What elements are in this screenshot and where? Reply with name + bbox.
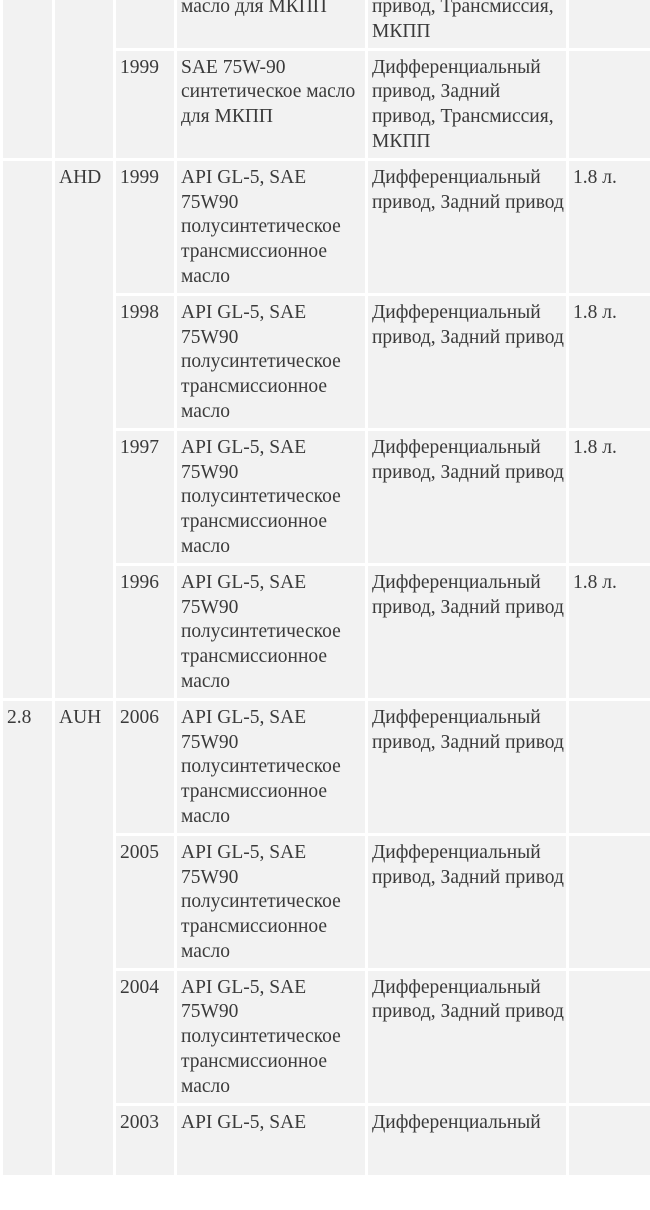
year-cell: 1999 [116,51,174,158]
year-cell: 1997 [116,431,174,563]
oil-cell: API GL-5, SAE 75W90 полусинтетическое трансмиссионное масло [177,566,365,698]
application-cell: Дифференциальный привод, Задний привод [368,971,566,1103]
capacity-cell: 1.8 л. [569,296,650,428]
application-cell: Дифференциальный привод, Задний привод [368,836,566,968]
engine-code-cell: AUH [55,701,113,1176]
capacity-cell: 1.8 л. [569,161,650,293]
application-cell: Дифференциальный привод, Задний привод [368,431,566,563]
engine-volume-cell [3,0,52,158]
capacity-cell: 1.8 л. [569,566,650,698]
engine-code-cell: AHD [55,161,113,698]
year-cell: 2003 [116,1106,174,1176]
capacity-cell [569,51,650,158]
year-cell: 2005 [116,836,174,968]
capacity-cell [569,1106,650,1176]
application-cell: Дифференциальный привод, Задний привод [368,161,566,293]
capacity-cell [569,836,650,968]
table-row [3,701,650,833]
table-row [3,161,650,293]
year-cell: 2004 [116,971,174,1103]
engine-volume-cell [3,161,52,698]
oil-cell: API GL-5, SAE 75W90 полусинтетическое трансмиссионное масло [177,836,365,968]
year-cell: 1999 [116,161,174,293]
application-cell: Дифференциальный привод, Задний привод [368,701,566,833]
application-cell: Дифференциальный привод, Задний привод [368,566,566,698]
oil-cell: API GL-5, SAE 75W90 полусинтетическое трансмиссионное масло [177,431,365,563]
oil-cell: API GL-5, SAE 75W90 полусинтетическое трансмиссионное масло [177,161,365,293]
table-row [3,0,650,48]
year-cell: 1998 [116,296,174,428]
application-cell: Дифференциальный привод, Задний привод [368,296,566,428]
application-cell: привод, Трансмиссия, МКПП [368,0,566,48]
capacity-cell [569,971,650,1103]
year-cell: 2006 [116,701,174,833]
application-cell: Дифференциальный [368,1106,566,1176]
engine-volume-cell: 2.8 [3,701,52,1176]
capacity-cell [569,0,650,48]
capacity-cell: 1.8 л. [569,431,650,563]
capacity-cell [569,701,650,833]
engine-code-cell [55,0,113,158]
oil-cell: API GL-5, SAE 75W90 полусинтетическое трансмиссионное масло [177,701,365,833]
oil-cell: SAE 75W-90 синтетическое масло для МКПП [177,51,365,158]
oil-cell: API GL-5, SAE 75W90 полусинтетическое трансмиссионное масло [177,971,365,1103]
year-cell [116,0,174,48]
application-cell: Дифференциальный привод, Задний привод, Трансмиссия, МКПП [368,51,566,158]
oil-cell: масло для МКПП [177,0,365,48]
oil-cell: API GL-5, SAE 75W90 полусинтетическое трансмиссионное масло [177,296,365,428]
oil-cell: API GL-5, SAE [177,1106,365,1176]
year-cell: 1996 [116,566,174,698]
